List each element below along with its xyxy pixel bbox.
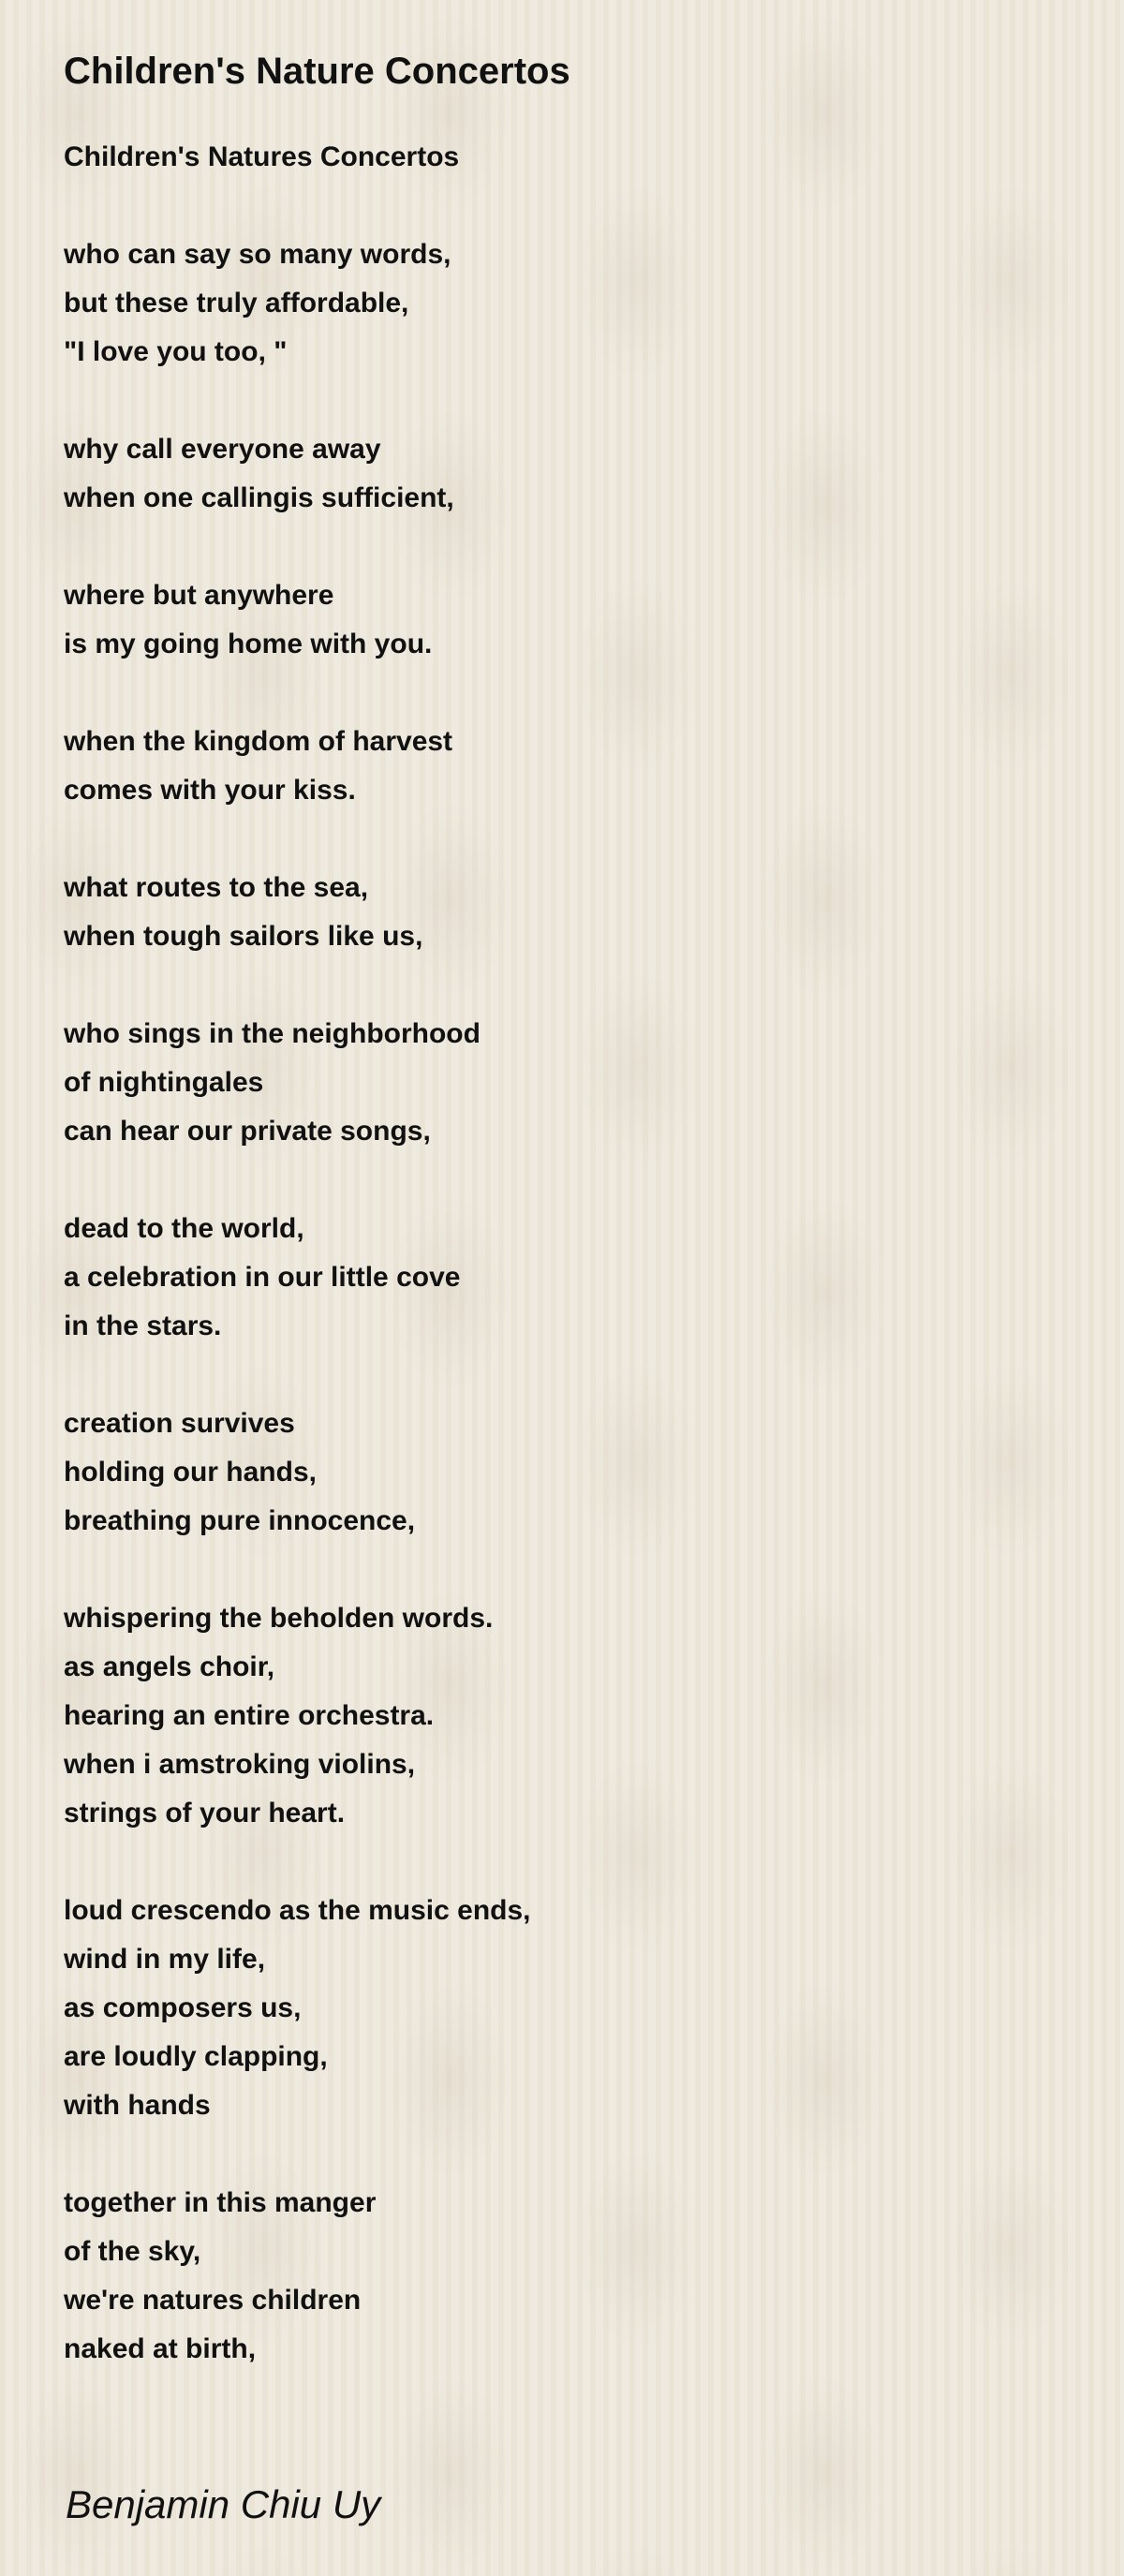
poem-line: creation survives <box>64 1408 295 1439</box>
stanza-break <box>64 523 1057 571</box>
stanza-break <box>64 1156 1057 1205</box>
stanza-break <box>64 1351 1057 1399</box>
poem-line: when tough sailors like us, <box>64 921 423 952</box>
poem-line: a celebration in our little cove <box>64 1262 461 1293</box>
poem-line: loud crescendo as the music ends, <box>64 1895 531 1926</box>
poem-line: when the kingdom of harvest <box>64 726 453 757</box>
poem-body <box>64 133 1057 2374</box>
poem-line: Children's Natures Concertos <box>64 141 460 172</box>
stanza-break <box>64 182 1057 230</box>
poem-line: when i amstroking violins, <box>64 1749 416 1780</box>
poem-line: where but anywhere <box>64 580 334 611</box>
poem-line: of nightingales <box>64 1067 264 1098</box>
poem-line: holding our hands, <box>64 1457 317 1488</box>
stanza-break <box>64 961 1057 1010</box>
poem-line: as composers us, <box>64 1992 302 2023</box>
poem-author: Benjamin Chiu Uy <box>66 2482 381 2526</box>
poem-line: together in this manger <box>64 2187 377 2218</box>
stanza-break <box>64 669 1057 718</box>
poem-line: what routes to the sea, <box>64 872 369 903</box>
poem-line: who sings in the neighborhood <box>64 1018 481 1049</box>
poem-line: of the sky, <box>64 2236 201 2267</box>
poem-line: but these truly affordable, <box>64 288 409 318</box>
poem-line: dead to the world, <box>64 1213 304 1244</box>
poem-line: with hands <box>64 2090 211 2121</box>
poem-line: we're natures children <box>64 2285 362 2316</box>
poem-line: wind in my life, <box>64 1944 266 1975</box>
poem-line: "I love you too, " <box>64 336 288 367</box>
poem-line: breathing pure innocence, <box>64 1505 416 1536</box>
poem-line: can hear our private songs, <box>64 1116 431 1147</box>
stanza-break <box>64 1546 1057 1594</box>
poem-line: comes with your kiss. <box>64 775 356 806</box>
poem-line: as angels choir, <box>64 1651 275 1682</box>
stanza-break <box>64 1838 1057 1887</box>
poem-title: Children's Nature Concertos <box>64 51 570 92</box>
stanza-break <box>64 2130 1057 2179</box>
poem-line: naked at birth, <box>64 2333 257 2364</box>
poem-line: whispering the beholden words. <box>64 1603 494 1634</box>
stanza-break <box>64 377 1057 425</box>
poem-line: strings of your heart. <box>64 1798 346 1828</box>
poem-line: hearing an entire orchestra. <box>64 1700 435 1731</box>
poem-line: in the stars. <box>64 1310 222 1341</box>
poem-line: is my going home with you. <box>64 629 433 659</box>
poem-line: when one callingis sufficient, <box>64 482 454 513</box>
poem-line: are loudly clapping, <box>64 2041 328 2072</box>
poem-line: who can say so many words, <box>64 239 451 270</box>
poem-container <box>64 49 1057 2374</box>
poem-line: why call everyone away <box>64 434 381 465</box>
stanza-break <box>64 815 1057 864</box>
